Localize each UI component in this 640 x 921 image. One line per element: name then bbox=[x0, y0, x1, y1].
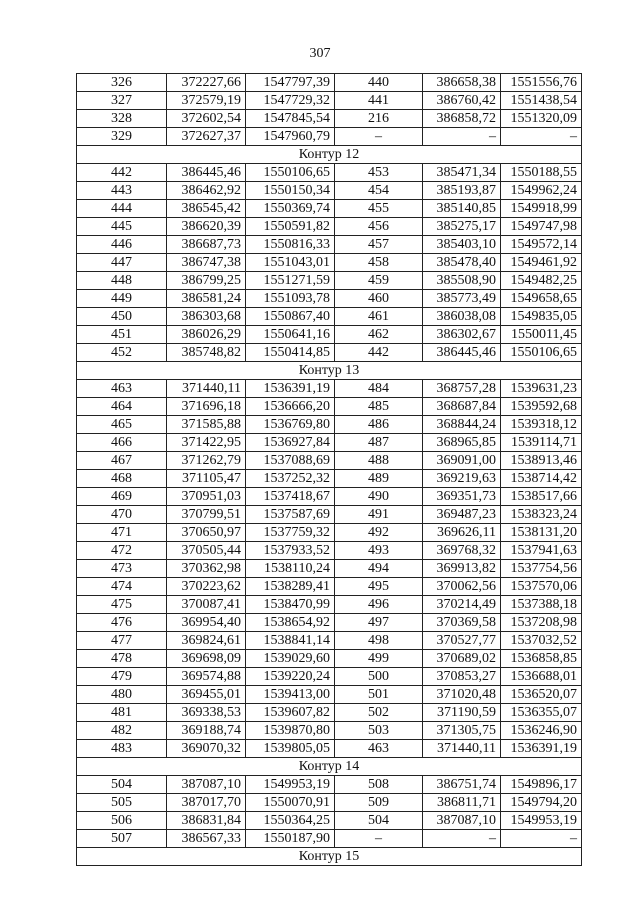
y-coordinate-cell: 1549953,19 bbox=[501, 812, 582, 830]
y-coordinate-cell: 1549962,24 bbox=[501, 182, 582, 200]
point-number-cell: 503 bbox=[335, 722, 423, 740]
table-row bbox=[77, 704, 582, 722]
x-coordinate-cell: – bbox=[423, 128, 501, 146]
point-number-cell: 482 bbox=[77, 722, 167, 740]
contour-header-row bbox=[77, 848, 582, 866]
page-number: 307 bbox=[309, 46, 331, 61]
point-number-cell: 486 bbox=[335, 416, 423, 434]
y-coordinate-cell: 1537759,32 bbox=[246, 524, 335, 542]
x-coordinate-cell: 372579,19 bbox=[167, 92, 246, 110]
point-number-cell: 453 bbox=[335, 164, 423, 182]
x-coordinate-cell: 369091,00 bbox=[423, 452, 501, 470]
point-number-cell: 494 bbox=[335, 560, 423, 578]
y-coordinate-cell: 1537088,69 bbox=[246, 452, 335, 470]
y-coordinate-cell: 1537754,56 bbox=[501, 560, 582, 578]
x-coordinate-cell: 369351,73 bbox=[423, 488, 501, 506]
y-coordinate-cell: 1551438,54 bbox=[501, 92, 582, 110]
x-coordinate-cell: 372627,37 bbox=[167, 128, 246, 146]
table-row bbox=[77, 452, 582, 470]
point-number-cell: 495 bbox=[335, 578, 423, 596]
point-number-cell: 448 bbox=[77, 272, 167, 290]
point-number-cell: 477 bbox=[77, 632, 167, 650]
point-number-cell: 479 bbox=[77, 668, 167, 686]
point-number-cell: 469 bbox=[77, 488, 167, 506]
contour-title: Контур 15 bbox=[77, 848, 582, 866]
x-coordinate-cell: 385508,90 bbox=[423, 272, 501, 290]
y-coordinate-cell: 1549572,14 bbox=[501, 236, 582, 254]
x-coordinate-cell: 371440,11 bbox=[423, 740, 501, 758]
y-coordinate-cell: 1539220,24 bbox=[246, 668, 335, 686]
y-coordinate-cell: 1549747,98 bbox=[501, 218, 582, 236]
y-coordinate-cell: 1539318,12 bbox=[501, 416, 582, 434]
x-coordinate-cell: 369768,32 bbox=[423, 542, 501, 560]
point-number-cell: 476 bbox=[77, 614, 167, 632]
x-coordinate-cell: 370223,62 bbox=[167, 578, 246, 596]
y-coordinate-cell: – bbox=[501, 830, 582, 848]
point-number-cell: 458 bbox=[335, 254, 423, 272]
point-number-cell: 490 bbox=[335, 488, 423, 506]
y-coordinate-cell: 1547729,32 bbox=[246, 92, 335, 110]
y-coordinate-cell: 1536666,20 bbox=[246, 398, 335, 416]
y-coordinate-cell: 1537388,18 bbox=[501, 596, 582, 614]
x-coordinate-cell: – bbox=[423, 830, 501, 848]
point-number-cell: 483 bbox=[77, 740, 167, 758]
table-row bbox=[77, 236, 582, 254]
contour-title: Контур 13 bbox=[77, 362, 582, 380]
table-row bbox=[77, 686, 582, 704]
point-number-cell: – bbox=[335, 128, 423, 146]
y-coordinate-cell: 1549835,05 bbox=[501, 308, 582, 326]
x-coordinate-cell: 369219,63 bbox=[423, 470, 501, 488]
table-row bbox=[77, 632, 582, 650]
table-row bbox=[77, 254, 582, 272]
x-coordinate-cell: 368844,24 bbox=[423, 416, 501, 434]
x-coordinate-cell: 386620,39 bbox=[167, 218, 246, 236]
point-number-cell: 442 bbox=[335, 344, 423, 362]
table-row bbox=[77, 128, 582, 146]
x-coordinate-cell: 369574,88 bbox=[167, 668, 246, 686]
x-coordinate-cell: 370369,58 bbox=[423, 614, 501, 632]
table-row bbox=[77, 326, 582, 344]
y-coordinate-cell: 1547960,79 bbox=[246, 128, 335, 146]
x-coordinate-cell: 386567,33 bbox=[167, 830, 246, 848]
x-coordinate-cell: 385193,87 bbox=[423, 182, 501, 200]
x-coordinate-cell: 370062,56 bbox=[423, 578, 501, 596]
point-number-cell: 480 bbox=[77, 686, 167, 704]
y-coordinate-cell: 1538654,92 bbox=[246, 614, 335, 632]
y-coordinate-cell: 1536858,85 bbox=[501, 650, 582, 668]
table-row bbox=[77, 776, 582, 794]
x-coordinate-cell: 386581,24 bbox=[167, 290, 246, 308]
contour-header-row bbox=[77, 362, 582, 380]
y-coordinate-cell: 1550369,74 bbox=[246, 200, 335, 218]
x-coordinate-cell: 369824,61 bbox=[167, 632, 246, 650]
point-number-cell: 329 bbox=[77, 128, 167, 146]
table-row bbox=[77, 722, 582, 740]
x-coordinate-cell: 387087,10 bbox=[167, 776, 246, 794]
x-coordinate-cell: 386445,46 bbox=[167, 164, 246, 182]
y-coordinate-cell: 1550150,34 bbox=[246, 182, 335, 200]
x-coordinate-cell: 385478,40 bbox=[423, 254, 501, 272]
y-coordinate-cell: 1538841,14 bbox=[246, 632, 335, 650]
x-coordinate-cell: 385773,49 bbox=[423, 290, 501, 308]
x-coordinate-cell: 386811,71 bbox=[423, 794, 501, 812]
y-coordinate-cell: 1550187,90 bbox=[246, 830, 335, 848]
x-coordinate-cell: 386038,08 bbox=[423, 308, 501, 326]
y-coordinate-cell: 1538517,66 bbox=[501, 488, 582, 506]
table-row bbox=[77, 200, 582, 218]
x-coordinate-cell: 368757,28 bbox=[423, 380, 501, 398]
x-coordinate-cell: 385275,17 bbox=[423, 218, 501, 236]
point-number-cell: 441 bbox=[335, 92, 423, 110]
x-coordinate-cell: 386658,38 bbox=[423, 74, 501, 92]
x-coordinate-cell: 369698,09 bbox=[167, 650, 246, 668]
point-number-cell: 481 bbox=[77, 704, 167, 722]
x-coordinate-cell: 386747,38 bbox=[167, 254, 246, 272]
y-coordinate-cell: 1538913,46 bbox=[501, 452, 582, 470]
y-coordinate-cell: 1538110,24 bbox=[246, 560, 335, 578]
point-number-cell: 463 bbox=[77, 380, 167, 398]
point-number-cell: 450 bbox=[77, 308, 167, 326]
point-number-cell: 442 bbox=[77, 164, 167, 182]
x-coordinate-cell: 371422,95 bbox=[167, 434, 246, 452]
point-number-cell: 443 bbox=[77, 182, 167, 200]
table-row bbox=[77, 524, 582, 542]
x-coordinate-cell: 370214,49 bbox=[423, 596, 501, 614]
point-number-cell: 498 bbox=[335, 632, 423, 650]
point-number-cell: 507 bbox=[77, 830, 167, 848]
y-coordinate-cell: 1551556,76 bbox=[501, 74, 582, 92]
y-coordinate-cell: 1550106,65 bbox=[246, 164, 335, 182]
x-coordinate-cell: 371020,48 bbox=[423, 686, 501, 704]
y-coordinate-cell: 1550414,85 bbox=[246, 344, 335, 362]
point-number-cell: 468 bbox=[77, 470, 167, 488]
y-coordinate-cell: 1551043,01 bbox=[246, 254, 335, 272]
x-coordinate-cell: 368965,85 bbox=[423, 434, 501, 452]
point-number-cell: 509 bbox=[335, 794, 423, 812]
table-row bbox=[77, 92, 582, 110]
x-coordinate-cell: 370650,97 bbox=[167, 524, 246, 542]
x-coordinate-cell: 385748,82 bbox=[167, 344, 246, 362]
y-coordinate-cell: 1550816,33 bbox=[246, 236, 335, 254]
point-number-cell: 216 bbox=[335, 110, 423, 128]
point-number-cell: 499 bbox=[335, 650, 423, 668]
x-coordinate-cell: 371262,79 bbox=[167, 452, 246, 470]
x-coordinate-cell: 386462,92 bbox=[167, 182, 246, 200]
table-row bbox=[77, 542, 582, 560]
point-number-cell: 505 bbox=[77, 794, 167, 812]
y-coordinate-cell: 1549482,25 bbox=[501, 272, 582, 290]
point-number-cell: 461 bbox=[335, 308, 423, 326]
point-number-cell: 488 bbox=[335, 452, 423, 470]
y-coordinate-cell: 1537941,63 bbox=[501, 542, 582, 560]
y-coordinate-cell: 1547845,54 bbox=[246, 110, 335, 128]
point-number-cell: 474 bbox=[77, 578, 167, 596]
y-coordinate-cell: 1549658,65 bbox=[501, 290, 582, 308]
y-coordinate-cell: 1550641,16 bbox=[246, 326, 335, 344]
table-row bbox=[77, 668, 582, 686]
y-coordinate-cell: 1539592,68 bbox=[501, 398, 582, 416]
x-coordinate-cell: 369954,40 bbox=[167, 614, 246, 632]
point-number-cell: 502 bbox=[335, 704, 423, 722]
point-number-cell: 457 bbox=[335, 236, 423, 254]
point-number-cell: 444 bbox=[77, 200, 167, 218]
point-number-cell: 472 bbox=[77, 542, 167, 560]
x-coordinate-cell: 372227,66 bbox=[167, 74, 246, 92]
x-coordinate-cell: 371440,11 bbox=[167, 380, 246, 398]
y-coordinate-cell: 1539413,00 bbox=[246, 686, 335, 704]
x-coordinate-cell: 370853,27 bbox=[423, 668, 501, 686]
y-coordinate-cell: 1538714,42 bbox=[501, 470, 582, 488]
y-coordinate-cell: 1536769,80 bbox=[246, 416, 335, 434]
y-coordinate-cell: 1538131,20 bbox=[501, 524, 582, 542]
y-coordinate-cell: 1536520,07 bbox=[501, 686, 582, 704]
x-coordinate-cell: 370527,77 bbox=[423, 632, 501, 650]
x-coordinate-cell: 385471,34 bbox=[423, 164, 501, 182]
y-coordinate-cell: 1536688,01 bbox=[501, 668, 582, 686]
y-coordinate-cell: 1550591,82 bbox=[246, 218, 335, 236]
y-coordinate-cell: 1551271,59 bbox=[246, 272, 335, 290]
point-number-cell: 504 bbox=[335, 812, 423, 830]
x-coordinate-cell: 386303,68 bbox=[167, 308, 246, 326]
x-coordinate-cell: 386687,73 bbox=[167, 236, 246, 254]
x-coordinate-cell: 386799,25 bbox=[167, 272, 246, 290]
y-coordinate-cell: 1537252,32 bbox=[246, 470, 335, 488]
x-coordinate-cell: 370689,02 bbox=[423, 650, 501, 668]
point-number-cell: 484 bbox=[335, 380, 423, 398]
point-number-cell: 455 bbox=[335, 200, 423, 218]
point-number-cell: 504 bbox=[77, 776, 167, 794]
table-row bbox=[77, 110, 582, 128]
table-row bbox=[77, 290, 582, 308]
table-row bbox=[77, 740, 582, 758]
table-row bbox=[77, 578, 582, 596]
x-coordinate-cell: 387017,70 bbox=[167, 794, 246, 812]
point-number-cell: 506 bbox=[77, 812, 167, 830]
y-coordinate-cell: 1549918,99 bbox=[501, 200, 582, 218]
contour-title: Контур 12 bbox=[77, 146, 582, 164]
x-coordinate-cell: 386302,67 bbox=[423, 326, 501, 344]
y-coordinate-cell: 1536246,90 bbox=[501, 722, 582, 740]
y-coordinate-cell: 1550188,55 bbox=[501, 164, 582, 182]
y-coordinate-cell: 1549953,19 bbox=[246, 776, 335, 794]
y-coordinate-cell: 1539114,71 bbox=[501, 434, 582, 452]
x-coordinate-cell: 369913,82 bbox=[423, 560, 501, 578]
x-coordinate-cell: 386751,74 bbox=[423, 776, 501, 794]
point-number-cell: 491 bbox=[335, 506, 423, 524]
y-coordinate-cell: 1536355,07 bbox=[501, 704, 582, 722]
point-number-cell: 445 bbox=[77, 218, 167, 236]
point-number-cell: 440 bbox=[335, 74, 423, 92]
point-number-cell: 446 bbox=[77, 236, 167, 254]
table-row bbox=[77, 218, 582, 236]
point-number-cell: 328 bbox=[77, 110, 167, 128]
table-row bbox=[77, 596, 582, 614]
table-row bbox=[77, 812, 582, 830]
x-coordinate-cell: 370951,03 bbox=[167, 488, 246, 506]
x-coordinate-cell: 386445,46 bbox=[423, 344, 501, 362]
y-coordinate-cell: 1537418,67 bbox=[246, 488, 335, 506]
y-coordinate-cell: 1537933,52 bbox=[246, 542, 335, 560]
y-coordinate-cell: 1537208,98 bbox=[501, 614, 582, 632]
x-coordinate-cell: 369487,23 bbox=[423, 506, 501, 524]
x-coordinate-cell: 369455,01 bbox=[167, 686, 246, 704]
point-number-cell: 327 bbox=[77, 92, 167, 110]
y-coordinate-cell: 1550867,40 bbox=[246, 308, 335, 326]
x-coordinate-cell: 370087,41 bbox=[167, 596, 246, 614]
y-coordinate-cell: 1539631,23 bbox=[501, 380, 582, 398]
x-coordinate-cell: 386858,72 bbox=[423, 110, 501, 128]
x-coordinate-cell: 369626,11 bbox=[423, 524, 501, 542]
y-coordinate-cell: 1551320,09 bbox=[501, 110, 582, 128]
point-number-cell: 465 bbox=[77, 416, 167, 434]
y-coordinate-cell: 1550106,65 bbox=[501, 344, 582, 362]
point-number-cell: 493 bbox=[335, 542, 423, 560]
table-row bbox=[77, 182, 582, 200]
y-coordinate-cell: 1538323,24 bbox=[501, 506, 582, 524]
y-coordinate-cell: 1550011,45 bbox=[501, 326, 582, 344]
table-row bbox=[77, 380, 582, 398]
table-row bbox=[77, 434, 582, 452]
x-coordinate-cell: 370362,98 bbox=[167, 560, 246, 578]
x-coordinate-cell: 372602,54 bbox=[167, 110, 246, 128]
y-coordinate-cell: 1549896,17 bbox=[501, 776, 582, 794]
y-coordinate-cell: 1539805,05 bbox=[246, 740, 335, 758]
x-coordinate-cell: 368687,84 bbox=[423, 398, 501, 416]
table-row bbox=[77, 416, 582, 434]
y-coordinate-cell: 1549461,92 bbox=[501, 254, 582, 272]
y-coordinate-cell: 1550364,25 bbox=[246, 812, 335, 830]
x-coordinate-cell: 371190,59 bbox=[423, 704, 501, 722]
x-coordinate-cell: 386545,42 bbox=[167, 200, 246, 218]
y-coordinate-cell: 1539029,60 bbox=[246, 650, 335, 668]
y-coordinate-cell: 1536391,19 bbox=[246, 380, 335, 398]
point-number-cell: 489 bbox=[335, 470, 423, 488]
table-row bbox=[77, 272, 582, 290]
table-row bbox=[77, 74, 582, 92]
table-row bbox=[77, 164, 582, 182]
point-number-cell: 487 bbox=[335, 434, 423, 452]
point-number-cell: 501 bbox=[335, 686, 423, 704]
point-number-cell: 466 bbox=[77, 434, 167, 452]
point-number-cell: 508 bbox=[335, 776, 423, 794]
x-coordinate-cell: 386026,29 bbox=[167, 326, 246, 344]
point-number-cell: 471 bbox=[77, 524, 167, 542]
point-number-cell: 463 bbox=[335, 740, 423, 758]
y-coordinate-cell: 1551093,78 bbox=[246, 290, 335, 308]
point-number-cell: 492 bbox=[335, 524, 423, 542]
point-number-cell: 447 bbox=[77, 254, 167, 272]
table-row bbox=[77, 308, 582, 326]
point-number-cell: – bbox=[335, 830, 423, 848]
x-coordinate-cell: 369070,32 bbox=[167, 740, 246, 758]
point-number-cell: 470 bbox=[77, 506, 167, 524]
table-row bbox=[77, 488, 582, 506]
x-coordinate-cell: 371585,88 bbox=[167, 416, 246, 434]
point-number-cell: 449 bbox=[77, 290, 167, 308]
point-number-cell: 464 bbox=[77, 398, 167, 416]
point-number-cell: 473 bbox=[77, 560, 167, 578]
point-number-cell: 452 bbox=[77, 344, 167, 362]
x-coordinate-cell: 385403,10 bbox=[423, 236, 501, 254]
y-coordinate-cell: 1538289,41 bbox=[246, 578, 335, 596]
y-coordinate-cell: 1537570,06 bbox=[501, 578, 582, 596]
x-coordinate-cell: 369338,53 bbox=[167, 704, 246, 722]
contour-title: Контур 14 bbox=[77, 758, 582, 776]
x-coordinate-cell: 387087,10 bbox=[423, 812, 501, 830]
point-number-cell: 326 bbox=[77, 74, 167, 92]
y-coordinate-cell: 1549794,20 bbox=[501, 794, 582, 812]
y-coordinate-cell: – bbox=[501, 128, 582, 146]
table-row bbox=[77, 650, 582, 668]
point-number-cell: 454 bbox=[335, 182, 423, 200]
point-number-cell: 496 bbox=[335, 596, 423, 614]
contour-header-row bbox=[77, 146, 582, 164]
y-coordinate-cell: 1537032,52 bbox=[501, 632, 582, 650]
point-number-cell: 485 bbox=[335, 398, 423, 416]
coordinates-table bbox=[76, 73, 582, 866]
x-coordinate-cell: 385140,85 bbox=[423, 200, 501, 218]
point-number-cell: 459 bbox=[335, 272, 423, 290]
x-coordinate-cell: 370799,51 bbox=[167, 506, 246, 524]
table-row bbox=[77, 398, 582, 416]
x-coordinate-cell: 370505,44 bbox=[167, 542, 246, 560]
point-number-cell: 497 bbox=[335, 614, 423, 632]
x-coordinate-cell: 371696,18 bbox=[167, 398, 246, 416]
x-coordinate-cell: 386760,42 bbox=[423, 92, 501, 110]
point-number-cell: 500 bbox=[335, 668, 423, 686]
point-number-cell: 460 bbox=[335, 290, 423, 308]
table-row bbox=[77, 794, 582, 812]
table-row bbox=[77, 560, 582, 578]
y-coordinate-cell: 1538470,99 bbox=[246, 596, 335, 614]
point-number-cell: 462 bbox=[335, 326, 423, 344]
y-coordinate-cell: 1536391,19 bbox=[501, 740, 582, 758]
point-number-cell: 475 bbox=[77, 596, 167, 614]
y-coordinate-cell: 1539870,80 bbox=[246, 722, 335, 740]
x-coordinate-cell: 371305,75 bbox=[423, 722, 501, 740]
point-number-cell: 451 bbox=[77, 326, 167, 344]
x-coordinate-cell: 369188,74 bbox=[167, 722, 246, 740]
y-coordinate-cell: 1550070,91 bbox=[246, 794, 335, 812]
x-coordinate-cell: 371105,47 bbox=[167, 470, 246, 488]
point-number-cell: 467 bbox=[77, 452, 167, 470]
table-row bbox=[77, 344, 582, 362]
contour-header-row bbox=[77, 758, 582, 776]
y-coordinate-cell: 1537587,69 bbox=[246, 506, 335, 524]
coordinates-table-body bbox=[77, 74, 582, 866]
point-number-cell: 456 bbox=[335, 218, 423, 236]
x-coordinate-cell: 386831,84 bbox=[167, 812, 246, 830]
table-row bbox=[77, 470, 582, 488]
table-row bbox=[77, 830, 582, 848]
y-coordinate-cell: 1539607,82 bbox=[246, 704, 335, 722]
table-row bbox=[77, 506, 582, 524]
y-coordinate-cell: 1536927,84 bbox=[246, 434, 335, 452]
table-row bbox=[77, 614, 582, 632]
point-number-cell: 478 bbox=[77, 650, 167, 668]
y-coordinate-cell: 1547797,39 bbox=[246, 74, 335, 92]
